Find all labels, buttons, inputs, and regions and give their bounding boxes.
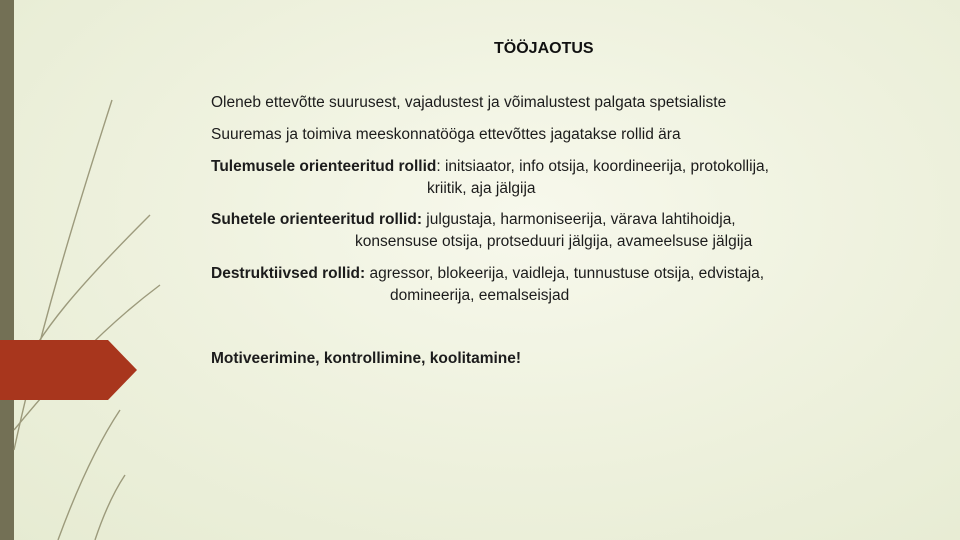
relationship-roles-text: julgustaja, harmoniseerija, värava lahtihoidja, xyxy=(422,211,736,228)
destructive-roles-continuation: domineerija, eemalseisjad xyxy=(390,287,570,304)
bullet-size-dependency: Oleneb ettevõtte suurusest, vajadustest ja võimalustest palgata spetsialiste xyxy=(211,94,727,111)
bullet-relationship-roles xyxy=(211,211,736,229)
bullet-task-roles xyxy=(211,158,769,176)
slide-title: TÖÖJAOTUS xyxy=(494,40,594,57)
relationship-roles-label: Suhetele orienteeritud rollid: xyxy=(211,211,422,228)
task-roles-label: Tulemusele orienteeritud rollid xyxy=(211,158,437,175)
relationship-roles-continuation: konsensuse otsija, protseduuri jälgija, avameelsuse jälgija xyxy=(355,233,753,250)
bullet-destructive-roles xyxy=(211,265,764,283)
bullet-conclusion: Motiveerimine, kontrollimine, koolitamine! xyxy=(211,350,522,367)
task-roles-text: : initsiaator, info otsija, koordineerija, protokollija, xyxy=(436,158,769,175)
bullet-role-distribution: Suuremas ja toimiva meeskonnatööga ettevõttes jagatakse rollid ära xyxy=(211,126,681,143)
destructive-roles-text: agressor, blokeerija, vaidleja, tunnustuse otsija, edvistaja, xyxy=(365,265,765,282)
task-roles-continuation: kriitik, aja jälgija xyxy=(427,180,536,197)
accent-tab xyxy=(0,0,140,540)
destructive-roles-label: Destruktiivsed rollid: xyxy=(211,265,366,282)
